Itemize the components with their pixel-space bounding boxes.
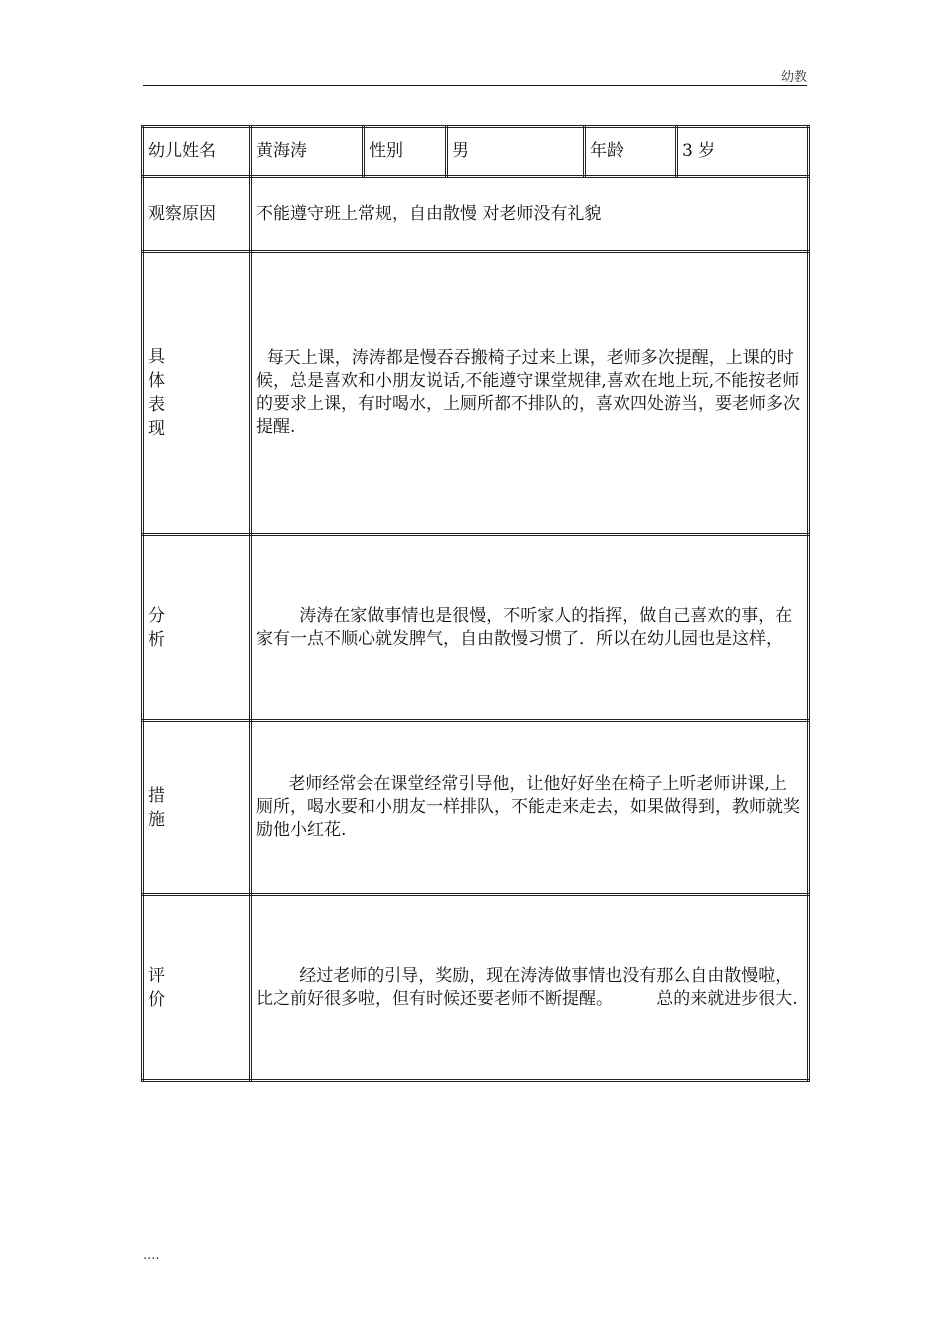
header-label: 幼教 [780, 70, 807, 85]
analysis-text: 涛涛在家做事情也是很慢，不听家人的指挥，做自己喜欢的事，在家有一点不顺心就发脾气，自由散慢习惯了．所以在幼儿园也是这样， [251, 535, 809, 721]
evaluation-label-cell [143, 895, 251, 1081]
reason-row [143, 177, 809, 252]
info-row [143, 127, 809, 177]
gender-label: 性别 [364, 127, 447, 177]
measures-row [143, 721, 809, 895]
reason-label: 观察原因 [143, 177, 251, 252]
analysis-row [143, 535, 809, 721]
evaluation-label: 评价 [148, 965, 165, 1010]
evaluation-text: 经过老师的引导，奖励，现在涛涛做事情也没有那么自由散慢啦，比之前好很多啦，但有时候还要老师不断提醒。 总的来就进步很大. [251, 895, 809, 1081]
age-value: 3 岁 [677, 127, 809, 177]
reason-value: 不能遵守班上常规，自由散慢 对老师没有礼貌 [251, 177, 809, 252]
behavior-label: 具体表现 [148, 347, 165, 439]
behavior-label-cell [143, 252, 251, 535]
name-label: 幼儿姓名 [143, 127, 251, 177]
measures-label-cell [143, 721, 251, 895]
measures-text: 老师经常会在课堂经常引导他，让他好好坐在椅子上听老师讲课,上厕所，喝水要和小朋友一样排队，不能走来走去，如果做得到，教师就奖励他小红花. [251, 721, 809, 895]
observation-record-table [141, 125, 810, 1082]
age-label: 年龄 [585, 127, 677, 177]
analysis-label: 分析 [148, 605, 165, 650]
gender-value: 男 [447, 127, 585, 177]
header-rule [143, 85, 807, 86]
measures-label: 措施 [148, 785, 165, 830]
name-value: 黄海涛 [251, 127, 364, 177]
behavior-text: 每天上课，涛涛都是慢吞吞搬椅子过来上课，老师多次提醒，上课的时候，总是喜欢和小朋友说话,不能遵守课堂规律,喜欢在地上玩,不能按老师的要求上课，有时喝水，上厕所都不排队的，喜欢四处游当，要老师多次提醒. [251, 252, 809, 535]
behavior-row [143, 252, 809, 535]
footer-dots: .... [143, 1248, 160, 1263]
analysis-label-cell [143, 535, 251, 721]
evaluation-row [143, 895, 809, 1081]
